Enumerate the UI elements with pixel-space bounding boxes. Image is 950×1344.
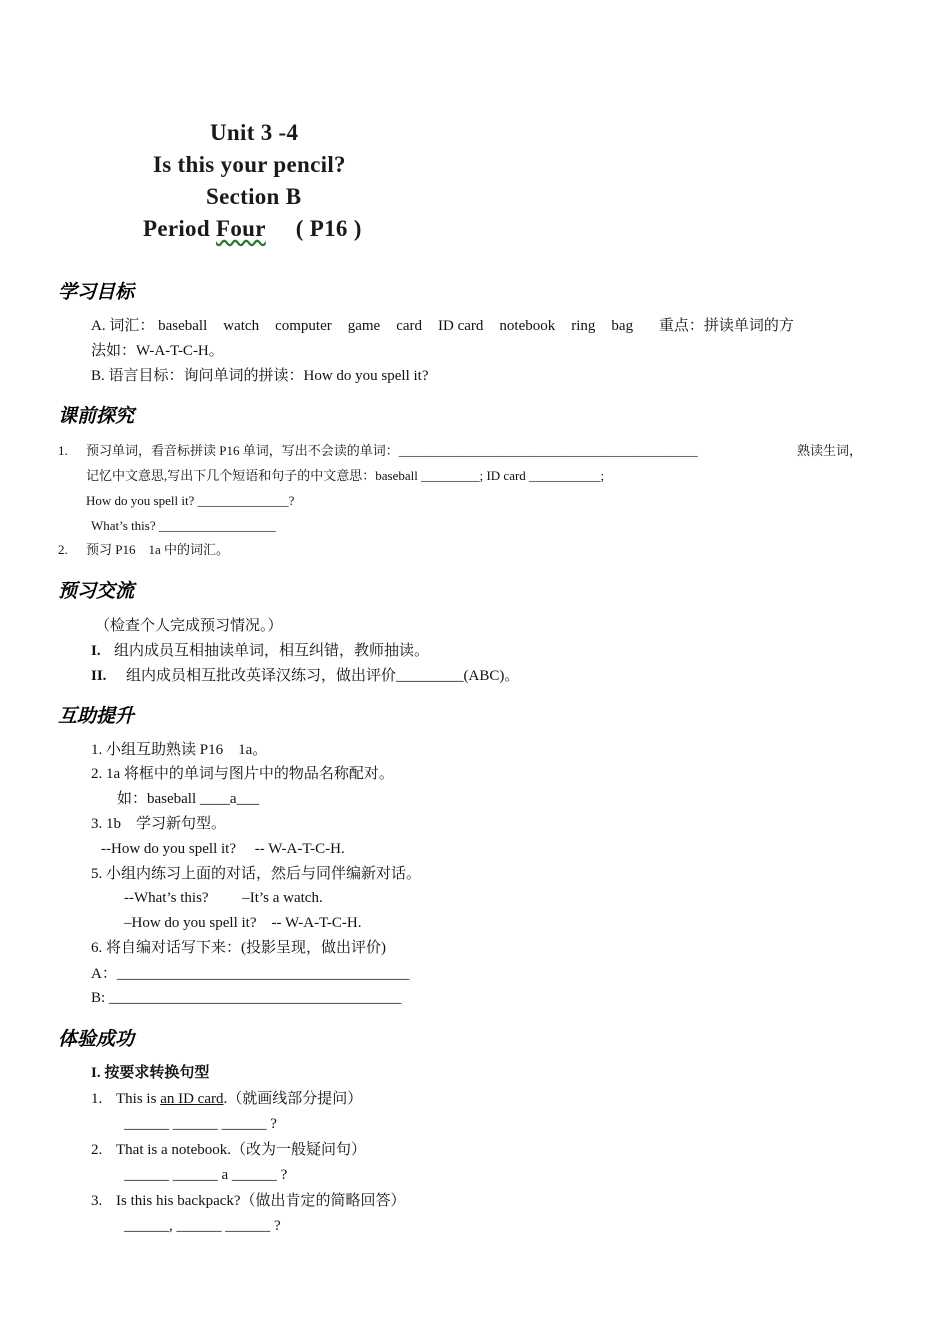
help-line-1: 1. 小组互助熟读 P16 1a。 (91, 742, 268, 758)
success-q1-answer: ______ ______ ______ ? (124, 1116, 277, 1132)
language-goal: B. 语言目标：询问单词的拼读：How do you spell it? (91, 368, 429, 384)
success-subheading: I. 按要求转换句型 (91, 1065, 210, 1081)
success-q2-number: 2. (91, 1142, 103, 1158)
help-dialog-1: --How do you spell it? -- W-A-T-C-H. (101, 841, 345, 857)
exchange-i-text: 组内成员互相抽读单词，相互纠错，教师抽读。 (114, 643, 430, 659)
heading-preview: 课前探究 (58, 406, 135, 427)
help-example-answer: ____a___ (199, 791, 260, 807)
help-line-6: 6. 将自编对话写下来：(投影呈现，做出评价) (91, 940, 386, 956)
heading-exchange: 预习交流 (58, 581, 135, 602)
success-q3-number: 3. (91, 1193, 103, 1209)
help-dialog-2: --What’s this? –It’s a watch. (124, 890, 323, 906)
help-line-2: 2. 1a 将框中的单词与图片中的物品名称配对。 (91, 766, 394, 782)
title-period-label: Period (143, 216, 216, 241)
help-answer-a: A：_______________________________________ (91, 966, 410, 982)
preview-item-1-tail: 熟读生词， (797, 443, 863, 458)
success-q1-instruction: .（就画线部分提问） (223, 1091, 363, 1107)
help-line-4: 3. 1b 学习新句型。 (91, 816, 227, 832)
vocab-word: card (396, 318, 423, 334)
vocab-line (91, 316, 794, 336)
success-q3: Is this his backpack?（做出肯定的简略回答） (116, 1193, 406, 1209)
help-answer-b: B: _______________________________________ (91, 990, 402, 1006)
help-dialog-3: –How do you spell it? -- W-A-T-C-H. (124, 915, 362, 931)
vocab-word: watch (223, 318, 260, 334)
vocab-word: computer (275, 318, 332, 334)
title-period (143, 216, 362, 242)
vocab-word: baseball (158, 318, 208, 334)
preview-item-2-number: 2. (58, 542, 68, 557)
success-q2-answer: ______ ______ a ______ ? (124, 1167, 288, 1183)
help-line-5: 5. 小组内练习上面的对话，然后与同伴编新对话。 (91, 866, 422, 882)
success-q2: That is a notebook.（改为一般疑问句） (116, 1142, 366, 1158)
heading-success: 体验成功 (58, 1029, 135, 1050)
preview-item-2-text: 预习 P16 1a 中的词汇。 (86, 542, 230, 557)
success-q1-prefix: This is (116, 1091, 161, 1107)
exchange-i-label: I. (91, 643, 101, 659)
exchange-ii-text: 组内成员相互批改英译汉练习，做出评价_________(ABC)。 (126, 668, 520, 684)
preview-item-1-line3: How do you spell it? ______________? (86, 493, 295, 508)
success-q1 (116, 1089, 362, 1109)
success-q1-underlined: an ID card (160, 1091, 224, 1107)
vocab-word: ring (571, 318, 596, 334)
preview-item-1-number: 1. (58, 443, 68, 458)
exchange-intro: （检查个人完成预习情况。） (95, 618, 283, 634)
vocab-example: 法如：W-A-T-C-H。 (91, 343, 224, 359)
vocab-words (158, 318, 649, 334)
vocab-word: game (347, 318, 381, 334)
vocab-word: notebook (499, 318, 556, 334)
heading-mutual-help: 互助提升 (58, 706, 135, 727)
title-question: Is this your pencil? (153, 152, 346, 177)
title-period-page: ( P16 ) (295, 216, 362, 241)
success-q1-number: 1. (91, 1091, 103, 1107)
preview-item-1-line2: 记忆中文意思,写出下几个短语和句子的中文意思：baseball _________; ID card ___________; (86, 468, 605, 483)
success-q3-answer: ______, ______ ______ ? (124, 1218, 281, 1234)
title-section: Section B (206, 184, 302, 209)
help-example-label: 如：baseball (117, 791, 200, 807)
help-line-3 (117, 789, 259, 809)
vocab-key-point: 重点：拼读单词的方 (658, 318, 794, 334)
vocab-word: bag (611, 318, 634, 334)
title-unit: Unit 3 -4 (210, 120, 299, 145)
vocab-word: ID card (438, 318, 484, 334)
preview-item-1-text: 预习单词，看音标拼读 P16 单词，写出不会读的单词：______________________________________________ (86, 443, 698, 458)
heading-learning-goals: 学习目标 (58, 282, 135, 303)
title-period-four: Four (216, 216, 266, 241)
exchange-ii-label: II. (91, 668, 107, 684)
preview-item-1-line4: What’s this? __________________ (91, 518, 276, 533)
vocab-label: A. 词汇： (91, 318, 155, 334)
